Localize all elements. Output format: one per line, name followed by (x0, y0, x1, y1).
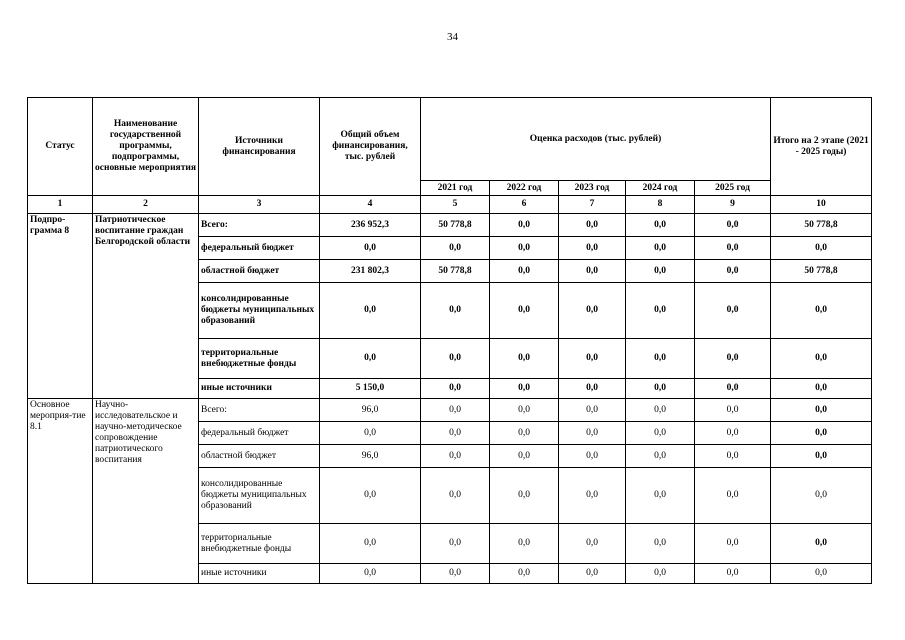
header-total-volume: Общий объем финансирования, тыс. рублей (320, 98, 421, 196)
year-2025-cell: 0,0 (695, 564, 771, 584)
table-row (28, 399, 872, 422)
column-number: 6 (490, 196, 559, 214)
source-label: иные источники (199, 564, 320, 584)
table-row (28, 214, 872, 237)
section-main-activity-8-1 (28, 399, 872, 584)
page-number: 34 (447, 31, 458, 43)
section-name: Научно-исследовательское и научно-методическое сопровождение патриотического воспитания (93, 399, 199, 584)
column-number: 1 (28, 196, 93, 214)
year-2022-cell: 0,0 (490, 468, 559, 524)
column-number: 3 (199, 196, 320, 214)
total-cell: 96,0 (320, 399, 421, 422)
year-2025-cell: 0,0 (695, 237, 771, 260)
header-stage-total: Итого на 2 этапе (2021 - 2025 годы) (771, 98, 872, 196)
year-2022-cell: 0,0 (490, 399, 559, 422)
year-2024-cell: 0,0 (626, 422, 695, 445)
header-year-2025: 2025 год (695, 181, 771, 196)
year-2021-cell: 0,0 (421, 379, 490, 399)
year-2023-cell: 0,0 (559, 564, 626, 584)
year-2022-cell: 0,0 (490, 214, 559, 237)
stage-total-cell: 0,0 (771, 468, 872, 524)
total-cell: 0,0 (320, 422, 421, 445)
year-2022-cell: 0,0 (490, 524, 559, 564)
header-year-2023: 2023 год (559, 181, 626, 196)
total-cell: 0,0 (320, 564, 421, 584)
year-2025-cell: 0,0 (695, 339, 771, 379)
section-subprogram-8 (28, 214, 872, 399)
year-2021-cell: 50 778,8 (421, 260, 490, 283)
year-2025-cell: 0,0 (695, 214, 771, 237)
header-name: Наименование государственной программы, подпрограммы, основные мероприятия (93, 98, 199, 196)
column-number: 10 (771, 196, 872, 214)
column-number: 9 (695, 196, 771, 214)
year-2024-cell: 0,0 (626, 468, 695, 524)
year-2023-cell: 0,0 (559, 339, 626, 379)
year-2021-cell: 0,0 (421, 422, 490, 445)
header-status: Статус (28, 98, 93, 196)
year-2022-cell: 0,0 (490, 283, 559, 339)
year-2021-cell: 50 778,8 (421, 214, 490, 237)
header-sources: Источники финансирования (199, 98, 320, 196)
year-2023-cell: 0,0 (559, 422, 626, 445)
column-number: 5 (421, 196, 490, 214)
year-2021-cell: 0,0 (421, 468, 490, 524)
total-cell: 0,0 (320, 283, 421, 339)
year-2025-cell: 0,0 (695, 379, 771, 399)
year-2023-cell: 0,0 (559, 468, 626, 524)
total-cell: 5 150,0 (320, 379, 421, 399)
year-2022-cell: 0,0 (490, 445, 559, 468)
year-2024-cell: 0,0 (626, 445, 695, 468)
total-cell: 231 802,3 (320, 260, 421, 283)
year-2025-cell: 0,0 (695, 283, 771, 339)
year-2023-cell: 0,0 (559, 283, 626, 339)
year-2022-cell: 0,0 (490, 237, 559, 260)
year-2021-cell: 0,0 (421, 399, 490, 422)
year-2022-cell: 0,0 (490, 339, 559, 379)
header-year-2024: 2024 год (626, 181, 695, 196)
year-2024-cell: 0,0 (626, 260, 695, 283)
year-2024-cell: 0,0 (626, 214, 695, 237)
year-2025-cell: 0,0 (695, 422, 771, 445)
source-label: территориальные внебюджетные фонды (199, 339, 320, 379)
year-2024-cell: 0,0 (626, 399, 695, 422)
column-number: 4 (320, 196, 421, 214)
year-2025-cell: 0,0 (695, 524, 771, 564)
total-cell: 96,0 (320, 445, 421, 468)
source-label: территориальные внебюджетные фонды (199, 524, 320, 564)
section-status: Основное мероприя-тие 8.1 (28, 399, 93, 584)
source-label: консолидированные бюджеты муниципальных образований (199, 468, 320, 524)
source-label: Всего: (199, 399, 320, 422)
stage-total-cell: 50 778,8 (771, 260, 872, 283)
year-2021-cell: 0,0 (421, 564, 490, 584)
source-label: иные источники (199, 379, 320, 399)
stage-total-cell: 0,0 (771, 379, 872, 399)
year-2022-cell: 0,0 (490, 422, 559, 445)
column-numbers-row (28, 196, 872, 214)
year-2024-cell: 0,0 (626, 339, 695, 379)
year-2024-cell: 0,0 (626, 379, 695, 399)
header-estimate: Оценка расходов (тыс. рублей) (421, 98, 771, 181)
stage-total-cell: 0,0 (771, 399, 872, 422)
section-status: Подпро-грамма 8 (28, 214, 93, 399)
year-2025-cell: 0,0 (695, 445, 771, 468)
total-cell: 0,0 (320, 237, 421, 260)
source-label: федеральный бюджет (199, 237, 320, 260)
year-2024-cell: 0,0 (626, 564, 695, 584)
year-2021-cell: 0,0 (421, 237, 490, 260)
year-2021-cell: 0,0 (421, 339, 490, 379)
year-2023-cell: 0,0 (559, 237, 626, 260)
total-cell: 0,0 (320, 468, 421, 524)
year-2025-cell: 0,0 (695, 399, 771, 422)
year-2023-cell: 0,0 (559, 260, 626, 283)
year-2023-cell: 0,0 (559, 524, 626, 564)
table-header (28, 98, 872, 214)
column-number: 8 (626, 196, 695, 214)
year-2024-cell: 0,0 (626, 524, 695, 564)
header-year-2022: 2022 год (490, 181, 559, 196)
year-2021-cell: 0,0 (421, 445, 490, 468)
source-label: федеральный бюджет (199, 422, 320, 445)
column-number: 2 (93, 196, 199, 214)
year-2025-cell: 0,0 (695, 468, 771, 524)
year-2023-cell: 0,0 (559, 399, 626, 422)
year-2024-cell: 0,0 (626, 237, 695, 260)
year-2023-cell: 0,0 (559, 379, 626, 399)
header-year-2021: 2021 год (421, 181, 490, 196)
budget-table (27, 97, 872, 584)
source-label: областной бюджет (199, 445, 320, 468)
column-number: 7 (559, 196, 626, 214)
stage-total-cell: 0,0 (771, 283, 872, 339)
year-2024-cell: 0,0 (626, 283, 695, 339)
year-2022-cell: 0,0 (490, 379, 559, 399)
stage-total-cell: 0,0 (771, 564, 872, 584)
total-cell: 236 952,3 (320, 214, 421, 237)
year-2022-cell: 0,0 (490, 260, 559, 283)
year-2022-cell: 0,0 (490, 564, 559, 584)
year-2023-cell: 0,0 (559, 445, 626, 468)
year-2021-cell: 0,0 (421, 524, 490, 564)
stage-total-cell: 0,0 (771, 524, 872, 564)
source-label: Всего: (199, 214, 320, 237)
stage-total-cell: 0,0 (771, 339, 872, 379)
year-2025-cell: 0,0 (695, 260, 771, 283)
year-2023-cell: 0,0 (559, 214, 626, 237)
section-name: Патриотическое воспитание граждан Белгородской области (93, 214, 199, 399)
stage-total-cell: 50 778,8 (771, 214, 872, 237)
stage-total-cell: 0,0 (771, 445, 872, 468)
source-label: консолидированные бюджеты муниципальных образований (199, 283, 320, 339)
total-cell: 0,0 (320, 339, 421, 379)
year-2021-cell: 0,0 (421, 283, 490, 339)
total-cell: 0,0 (320, 524, 421, 564)
source-label: областной бюджет (199, 260, 320, 283)
stage-total-cell: 0,0 (771, 422, 872, 445)
stage-total-cell: 0,0 (771, 237, 872, 260)
